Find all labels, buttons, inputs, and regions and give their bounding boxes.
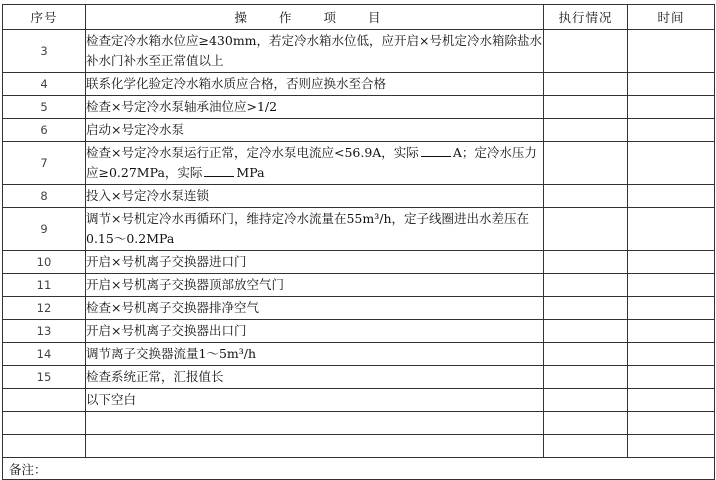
row-time-cell[interactable] — [628, 320, 715, 343]
remarks-cell[interactable]: 备注： — [3, 458, 715, 480]
row-number: 7 — [3, 142, 86, 185]
table-row — [3, 320, 715, 343]
row-number — [3, 389, 86, 412]
row-number: 4 — [3, 73, 86, 96]
step-text-part: A；定冷水压力应≥0.27MPa，实际 — [86, 145, 537, 180]
row-step-text: 开启×号机离子交换器出口门 — [86, 320, 544, 343]
table-row — [3, 274, 715, 297]
row-status-cell[interactable] — [544, 297, 628, 320]
table-row — [3, 297, 715, 320]
row-step-text — [86, 435, 544, 458]
row-status-cell[interactable] — [544, 251, 628, 274]
row-status-cell[interactable] — [544, 73, 628, 96]
row-step-text: 调节离子交换器流量1～5m³/h — [86, 343, 544, 366]
table-row — [3, 343, 715, 366]
row-time-cell[interactable] — [628, 389, 715, 412]
row-step-text: 启动×号定冷水泵 — [86, 119, 544, 142]
row-time-cell[interactable] — [628, 251, 715, 274]
row-time-cell[interactable] — [628, 274, 715, 297]
table-row — [3, 185, 715, 208]
row-number: 8 — [3, 185, 86, 208]
row-step-text: 检查×号机离子交换器排净空气 — [86, 297, 544, 320]
row-time-cell[interactable] — [628, 297, 715, 320]
row-step-text: 检查定冷水箱水位应≥430mm，若定冷水箱水位低，应开启×号机定冷水箱除盐水补水门补水至正常值以上 — [86, 30, 544, 73]
row-status-cell[interactable] — [544, 185, 628, 208]
row-status-cell[interactable] — [544, 142, 628, 185]
fill-blank-current[interactable] — [421, 144, 451, 157]
row-step-text — [86, 412, 544, 435]
row-time-cell[interactable] — [628, 73, 715, 96]
row-step-text: 开启×号机离子交换器进口门 — [86, 251, 544, 274]
table-row — [3, 119, 715, 142]
row-step-text: 开启×号机离子交换器顶部放空气门 — [86, 274, 544, 297]
row-time-cell[interactable] — [628, 208, 715, 251]
table-row — [3, 435, 715, 458]
row-time-cell[interactable] — [628, 412, 715, 435]
header-seq: 序号 — [3, 5, 86, 30]
header-time: 时间 — [628, 5, 715, 30]
table-row — [3, 366, 715, 389]
row-number: 13 — [3, 320, 86, 343]
row-status-cell[interactable] — [544, 96, 628, 119]
row-number: 10 — [3, 251, 86, 274]
step-text-part: MPa — [236, 165, 265, 180]
remarks-row — [3, 458, 715, 480]
table-row — [3, 208, 715, 251]
table-row — [3, 96, 715, 119]
operation-ticket-table — [2, 4, 715, 480]
header-row — [3, 5, 715, 30]
row-status-cell[interactable] — [544, 320, 628, 343]
row-number: 6 — [3, 119, 86, 142]
table-row — [3, 412, 715, 435]
row-number: 12 — [3, 297, 86, 320]
row-number: 5 — [3, 96, 86, 119]
row-status-cell[interactable] — [544, 119, 628, 142]
row-number: 11 — [3, 274, 86, 297]
row-status-cell[interactable] — [544, 366, 628, 389]
table-row — [3, 251, 715, 274]
step-text-part: 检查×号定冷水泵运行正常，定冷水泵电流应<56.9A，实际 — [86, 145, 419, 160]
row-step-text: 投入×号定冷水泵连锁 — [86, 185, 544, 208]
row-time-cell[interactable] — [628, 119, 715, 142]
table-row — [3, 389, 715, 412]
row-step-text — [86, 142, 544, 185]
row-number: 3 — [3, 30, 86, 73]
header-status: 执行情况 — [544, 5, 628, 30]
row-number: 14 — [3, 343, 86, 366]
row-time-cell[interactable] — [628, 96, 715, 119]
table-row — [3, 73, 715, 96]
row-step-text: 检查系统正常，汇报值长 — [86, 366, 544, 389]
row-step-text: 联系化学化验定冷水箱水质应合格，否则应换水至合格 — [86, 73, 544, 96]
row-step-text: 调节×号机定冷水再循环门，维持定冷水流量在55m³/h，定子线圈进出水差压在0.15～0.2MPa — [86, 208, 544, 251]
row-status-cell[interactable] — [544, 208, 628, 251]
fill-blank-pressure[interactable] — [204, 164, 234, 177]
row-time-cell[interactable] — [628, 435, 715, 458]
row-number: 9 — [3, 208, 86, 251]
row-step-text: 检查×号定冷水泵轴承油位应>1/2 — [86, 96, 544, 119]
row-number — [3, 412, 86, 435]
header-operation: 操 作 项 目 — [86, 5, 544, 30]
row-time-cell[interactable] — [628, 343, 715, 366]
row-step-text: 以下空白 — [86, 389, 544, 412]
row-time-cell[interactable] — [628, 30, 715, 73]
row-time-cell[interactable] — [628, 366, 715, 389]
row-time-cell[interactable] — [628, 142, 715, 185]
row-number — [3, 435, 86, 458]
row-status-cell[interactable] — [544, 412, 628, 435]
row-status-cell[interactable] — [544, 435, 628, 458]
table-row — [3, 30, 715, 73]
table-row — [3, 142, 715, 185]
row-status-cell[interactable] — [544, 30, 628, 73]
row-time-cell[interactable] — [628, 185, 715, 208]
row-status-cell[interactable] — [544, 389, 628, 412]
row-status-cell[interactable] — [544, 274, 628, 297]
row-number: 15 — [3, 366, 86, 389]
row-status-cell[interactable] — [544, 343, 628, 366]
